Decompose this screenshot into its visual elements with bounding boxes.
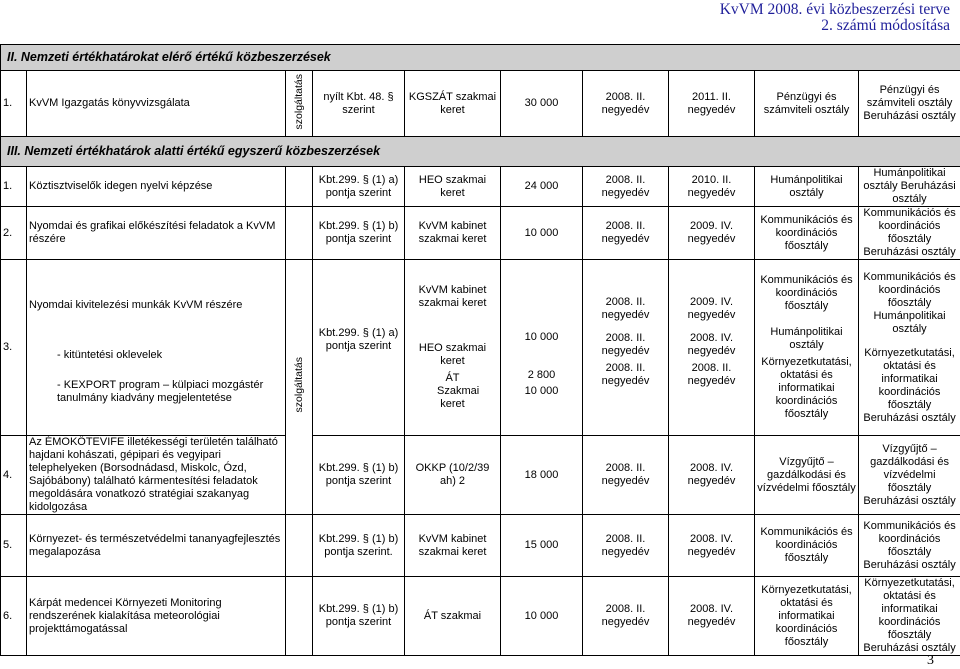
subitem-responsible: Környezetkutatási, oktatási és informatikai koordinációs főosztály [757, 356, 856, 421]
row-source-group [405, 260, 501, 436]
row-procedure: Kbt.299. § (1) b) pontja szerint [313, 207, 405, 260]
row-responsible: Környezetkutatási, oktatási és informatikai koordinációs főosztály [755, 577, 859, 656]
subitem-start: 2008. II. negyedév [585, 362, 666, 422]
row-value: 30 000 [501, 71, 583, 137]
row-type: szolgáltatás [286, 71, 313, 137]
row-partner: Környezetkutatási, oktatási és informatikai koordinációs főosztály Beruházási osztály [859, 577, 960, 656]
subitem-source: HEO szakmai keret [407, 342, 498, 372]
subitem-partner: Kommunikációs és koordinációs főosztály Humánpolitikai osztály [861, 271, 958, 341]
row-responsible-group [755, 260, 859, 436]
row-responsible: Humánpolitikai osztály [755, 167, 859, 207]
header-subtitle: 2. számú módosítása [720, 18, 950, 34]
row-type-empty [286, 577, 313, 656]
row-end: 2011. II. negyedév [669, 71, 755, 137]
subitem-subject: - kitüntetési oklevelek [29, 345, 283, 379]
row-partner: Kommunikációs és koordinációs főosztály Beruházási osztály [859, 515, 960, 577]
row-partner: Vízgyűjtő – gazdálkodási és vízvédelmi főosztály Beruházási osztály [859, 436, 960, 515]
row-value-group [501, 260, 583, 436]
subitem-subject: - KEXPORT program – külpiaci mozgástér tanulmány kiadvány megjelentetése [29, 379, 283, 405]
row-start: 2008. II. negyedév [583, 515, 669, 577]
page-number: 3 [927, 653, 934, 669]
row-value: 10 000 [501, 577, 583, 656]
row-procedure: Kbt.299. § (1) a) pontja szerint [313, 167, 405, 207]
row-number: 1. [1, 71, 27, 137]
subitem-source: KvVM kabinet szakmai keret [407, 284, 498, 342]
row-end: 2008. IV. negyedév [669, 436, 755, 515]
row-value: 18 000 [501, 436, 583, 515]
row-number: 3. [1, 260, 27, 436]
row-procedure-group [313, 260, 405, 436]
subitem-start: 2008. II. negyedév [585, 332, 666, 362]
subitem-value: 10 000 [503, 297, 580, 355]
row-start: 2008. II. negyedév [583, 71, 669, 137]
subitem-source: ÁT Szakmai keret [407, 372, 498, 411]
table-row [1, 207, 960, 260]
row-partner: Pénzügyi és számviteli osztály Beruházási osztály [859, 71, 960, 137]
table-row [1, 167, 960, 207]
row-procedure: Kbt.299. § (1) b) pontja szerint [313, 436, 405, 515]
table-row [1, 71, 960, 137]
subitem-start: 2008. II. negyedév [585, 274, 666, 332]
section-title-2: II. Nemzeti értékhatárokat elérő értékű közbeszerzések [1, 45, 960, 71]
table-row [1, 260, 960, 436]
row-source: HEO szakmai keret [405, 167, 501, 207]
row-type-empty [286, 167, 313, 207]
row-responsible: Kommunikációs és koordinációs főosztály [755, 207, 859, 260]
table-row [1, 436, 960, 515]
row-value: 10 000 [501, 207, 583, 260]
row-subject: KvVM Igazgatás könyvvizsgálata [27, 71, 286, 137]
row-subject: Környezet- és természetvédelmi tananyagfejlesztés megalapozása [27, 515, 286, 577]
row-responsible: Kommunikációs és koordinációs főosztály [755, 515, 859, 577]
row-number: 5. [1, 515, 27, 577]
row-procedure: Kbt.299. § (1) b) pontja szerint [313, 577, 405, 656]
subitem-end: 2008. IV. negyedév [671, 332, 752, 362]
row-number: 4. [1, 436, 27, 515]
row-source: KGSZÁT szakmai keret [405, 71, 501, 137]
row-subject-group [27, 260, 286, 436]
row-procedure: nyílt Kbt. 48. § szerint [313, 71, 405, 137]
row-end: 2008. IV. negyedév [669, 515, 755, 577]
row-end-group [669, 260, 755, 436]
subitem-responsible: Kommunikációs és koordinációs főosztály [757, 274, 856, 324]
row-source: KvVM kabinet szakmai keret [405, 207, 501, 260]
subitem-partner: Környezetkutatási, oktatási és informatikai koordinációs főosztály Beruházási osztály [861, 341, 958, 425]
row-type: szolgáltatás [286, 260, 313, 515]
table-row [1, 577, 960, 656]
subitem-end: 2009. IV. negyedév [671, 274, 752, 332]
row-start: 2008. II. negyedév [583, 167, 669, 207]
table-row [1, 515, 960, 577]
subitem-value: 2 800 [503, 355, 580, 385]
row-source: OKKP (10/2/39 ah) 2 [405, 436, 501, 515]
document-header [720, 2, 950, 34]
row-source: ÁT szakmai [405, 577, 501, 656]
row-partner: Humánpolitikai osztály Beruházási osztály [859, 167, 960, 207]
row-value: 24 000 [501, 167, 583, 207]
row-procedure: Kbt.299. § (1) b) pontja szerint. [313, 515, 405, 577]
subitem-responsible: Humánpolitikai osztály [757, 324, 856, 356]
row-partner: Kommunikációs és koordinációs főosztály Beruházási osztály [859, 207, 960, 260]
row-number: 1. [1, 167, 27, 207]
row-subject: Az ÉMOKÖTEVIFE illetékességi területén található hajdani kohászati, gépipari és vegyipari telephelyeken (Borsodnádasd, Miskolc, Ózd, Sajóbábony) található kármentesítési feladatok megoldására vonatkozó stratégiai szakanyag kidolgozása [27, 436, 286, 515]
row-value: 15 000 [501, 515, 583, 577]
row-subject: Nyomdai és grafikai előkészítési feladatok a KvVM részére [27, 207, 286, 260]
row-subject: Kárpát medencei Környezeti Monitoring rendszerének kialakítása meteorológiai projekttámogatással [27, 577, 286, 656]
row-start-group [583, 260, 669, 436]
section-title-3: III. Nemzeti értékhatárok alatti értékű egyszerű közbeszerzések [1, 137, 960, 167]
row-start: 2008. II. negyedév [583, 207, 669, 260]
row-source: KvVM kabinet szakmai keret [405, 515, 501, 577]
procurement-table [0, 44, 960, 656]
row-start: 2008. II. negyedév [583, 577, 669, 656]
row-start: 2008. II. negyedév [583, 436, 669, 515]
row-type-empty [286, 515, 313, 577]
subitem-subject: Nyomdai kivitelezési munkák KvVM részére [29, 291, 283, 345]
header-title: KvVM 2008. évi közbeszerzési terve [720, 2, 950, 18]
row-partner-group [859, 260, 960, 436]
row-end: 2009. IV. negyedév [669, 207, 755, 260]
row-number: 6. [1, 577, 27, 656]
subitem-value: 10 000 [503, 385, 580, 398]
row-end: 2010. II. negyedév [669, 167, 755, 207]
row-subject: Köztisztviselők idegen nyelvi képzése [27, 167, 286, 207]
row-type-empty [286, 207, 313, 260]
subitem-end: 2008. II. negyedév [671, 362, 752, 422]
row-number: 2. [1, 207, 27, 260]
row-responsible: Pénzügyi és számviteli osztály [755, 71, 859, 137]
row-responsible: Vízgyűjtő – gazdálkodási és vízvédelmi főosztály [755, 436, 859, 515]
row-end: 2008. IV. negyedév [669, 577, 755, 656]
subitem-procedure: Kbt.299. § (1) a) pontja szerint [315, 327, 402, 353]
